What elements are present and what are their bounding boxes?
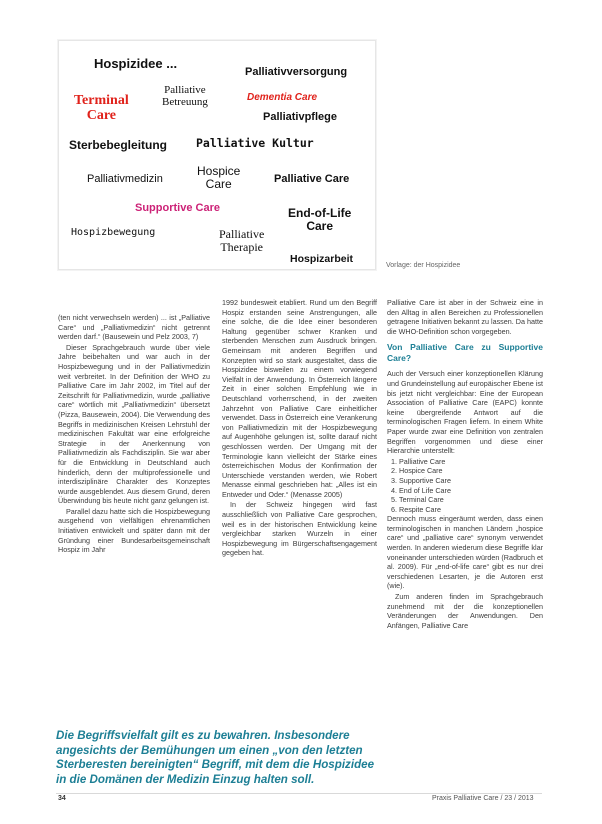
- paragraph: Palliative Care ist aber in der Schweiz eine in den Alltag in allen Bereichen zu Professionellen getragene Initiativen bekannt zu lassen. Da hatte die WHO-Definition schon vorgegeben.: [387, 298, 543, 336]
- word-sterbebegleitung: Sterbebegleitung: [69, 138, 168, 152]
- word-palliative-therapie: Palliative Therapie: [219, 227, 265, 254]
- list-item: 3. Supportive Care: [399, 476, 543, 486]
- figure-credit: Vorlage: der Hospizidee: [386, 262, 461, 269]
- paragraph: Dennoch muss eingeräumt werden, dass einen terminologischen in manchen Ländern „hospice care“ und „palliative care“ synonym verwendet werden. In anderen wiederum diese Begriffe klar voneinander unterschieden würden (Radbruch et al. 2009). Für „end-of-life care“ gibt es nur drei verschiedenen Lesarten, je die Autoren erst (wie).: [387, 514, 543, 591]
- word-palliative-care: Palliative Care: [274, 173, 350, 185]
- pull-quote: Die Begriffsvielfalt gilt es zu bewahren. Insbesondere angesichts der Bemühungen um einen „von den letzten Sterberesten bereinigten“ Begriff, mit dem die Hospizidee in die Domänen der Medizin Einzug halten soll.: [56, 729, 375, 786]
- word-palliative-kultur: Palliative Kultur: [196, 136, 314, 150]
- paragraph: In der Schweiz hingegen wird fast ausschließlich von Palliative Care gesprochen, weil es in der historischen Entwicklung keine vergleichbar starken Wurzeln in einer Hospizbewegung im Bürgerschaftsengagement gegeben hat.: [222, 500, 377, 558]
- list-item: 1. Palliative Care: [399, 457, 543, 467]
- word-hospizidee: Hospizidee ...: [94, 56, 178, 71]
- word-hospizarbeit: Hospizarbeit: [290, 253, 354, 265]
- word-palliative-betreuung: Palliative Betreuung: [162, 84, 208, 108]
- paragraph: (ten nicht verwechseln werden) ... ist „Palliative Care“ und „Palliativmedizin“ nicht getrennt werden darf.“ (Bausewein und Pelz 2003, 7): [58, 313, 210, 342]
- word-end-of-life-care: End-of-Life Care: [288, 206, 352, 233]
- word-palliativpflege: Palliativpflege: [263, 111, 337, 123]
- text-column-3: [387, 298, 543, 791]
- word-terminal-care: Terminal Care: [74, 93, 129, 123]
- word-palliativversorgung: Palliativversorgung: [245, 66, 348, 78]
- text-column-1: [58, 313, 210, 721]
- word-supportive-care: Supportive Care: [135, 202, 220, 214]
- care-terms-list: [387, 457, 543, 515]
- list-item: 4. End of Life Care: [399, 486, 543, 496]
- word-dementia-care: Dementia Care: [247, 92, 318, 103]
- text-column-2: [222, 298, 377, 721]
- paragraph: Parallel dazu hatte sich die Hospizbewegung ausgehend von vielfältigen ehrenamtlichen Initiativen entwickelt und später dann mit der Gründung einer Bundesarbeitsgemeinschaft Hospiz im Jahr: [58, 506, 210, 555]
- section-heading: Von Palliative Care zu Supportive Care?: [387, 342, 543, 363]
- list-item: 2. Hospice Care: [399, 466, 543, 476]
- paragraph: 1992 bundesweit etabliert. Rund um den Begriff Hospiz erstanden seine Anstrengungen, alle eine solche, die die Idee einer besonderen Haltung gegenüber schwer Kranken und sterbenden Menschen zum Ausdruck bringen. Gemeinsam mit anderen Begriffen und Konzepten wird so stark ausgestaltet, dass die Hospizidee bisweilen zu einem vorwiegend Vielfalt in der Anwendung. In Österreich längere Zeit in einer solchen Empfehlung wie in Deutschland vorherrschend, in der zweiten Jahrzehnt von Palliative Care einheitlicher verwendet. Dass in Österreich eine Verankerung von Palliativmedizin mit der Hospizbewegung auf Augenhöhe gelungen ist, sollte darauf nicht geschlossen werden. Der Umgang mit der Terminologie kann vielleicht der Stärke eines österreichischen Modus der Konfirmation der Unterschiede verstanden werden, wie Robert Menasse einmal geschrieben hat: „Alles ist ein Entweder und Oder.“ (Menasse 2005): [222, 298, 377, 499]
- word-hospizbewegung: Hospizbewegung: [71, 227, 156, 238]
- paragraph: Dieser Sprachgebrauch wurde über viele Jahre beibehalten und war auch in der Hospizbewegung und in der Palliativmedizin weit verbreitet. In der Definition der WHO zu Palliative Care im Jahr 2002, im Titel auf der Zeitschrift für Palliativmedizin, wurde „palliative care“ wörtlich mit „Palliativmedizin“ übersetzt (Pizza, Bausewein, 2004). Die Verwendung des Begriffs in medizinischen Kreisen Lehrstuhl der medizinischen Fakultät war eine erfolgreiche Strategie in der Anerkennung von Palliativmedizin als Fachdisziplin. Sie war aber für die Entwicklung in Deutschland auch hinderlich, denn der multiprofessionelle und interdisziplinäre Charakter des Konzeptes wurde ausgeblendet. Aus diesem Grund, deren Überwindung bis heute nicht ganz gelungen ist.: [58, 342, 210, 506]
- journal-footer: Praxis Palliative Care / 23 / 2013: [432, 795, 534, 802]
- paragraph: Zum anderen finden im Sprachgebrauch zunehmend mit der die konzeptionellen Veränderungen der Anwendungen. Den Anfängen, Palliative Care: [387, 592, 543, 630]
- list-item: 6. Respite Care: [399, 505, 543, 515]
- word-hospice-care: Hospice Care: [197, 164, 241, 191]
- word-palliativmedizin: Palliativmedizin: [87, 173, 163, 185]
- footer-rule: [56, 793, 542, 794]
- word-cloud-figure: [58, 40, 376, 270]
- paragraph: Auch der Versuch einer konzeptionellen Klärung und Grundeinstellung auf europäischer Ebene ist bis jetzt nicht vergleichbar: Eine der European Association of Palliative Care (EAPC) konnte keine übergreifende Antwort auf die terminologischen Fragen liefern. In einem White Paper wurde zwar eine Definition von zentralen Begriffen vorgenommen und diese einer Hierarchie unterstellt:: [387, 369, 543, 456]
- list-item: 5. Terminal Care: [399, 495, 543, 505]
- page-number: 34: [58, 795, 66, 802]
